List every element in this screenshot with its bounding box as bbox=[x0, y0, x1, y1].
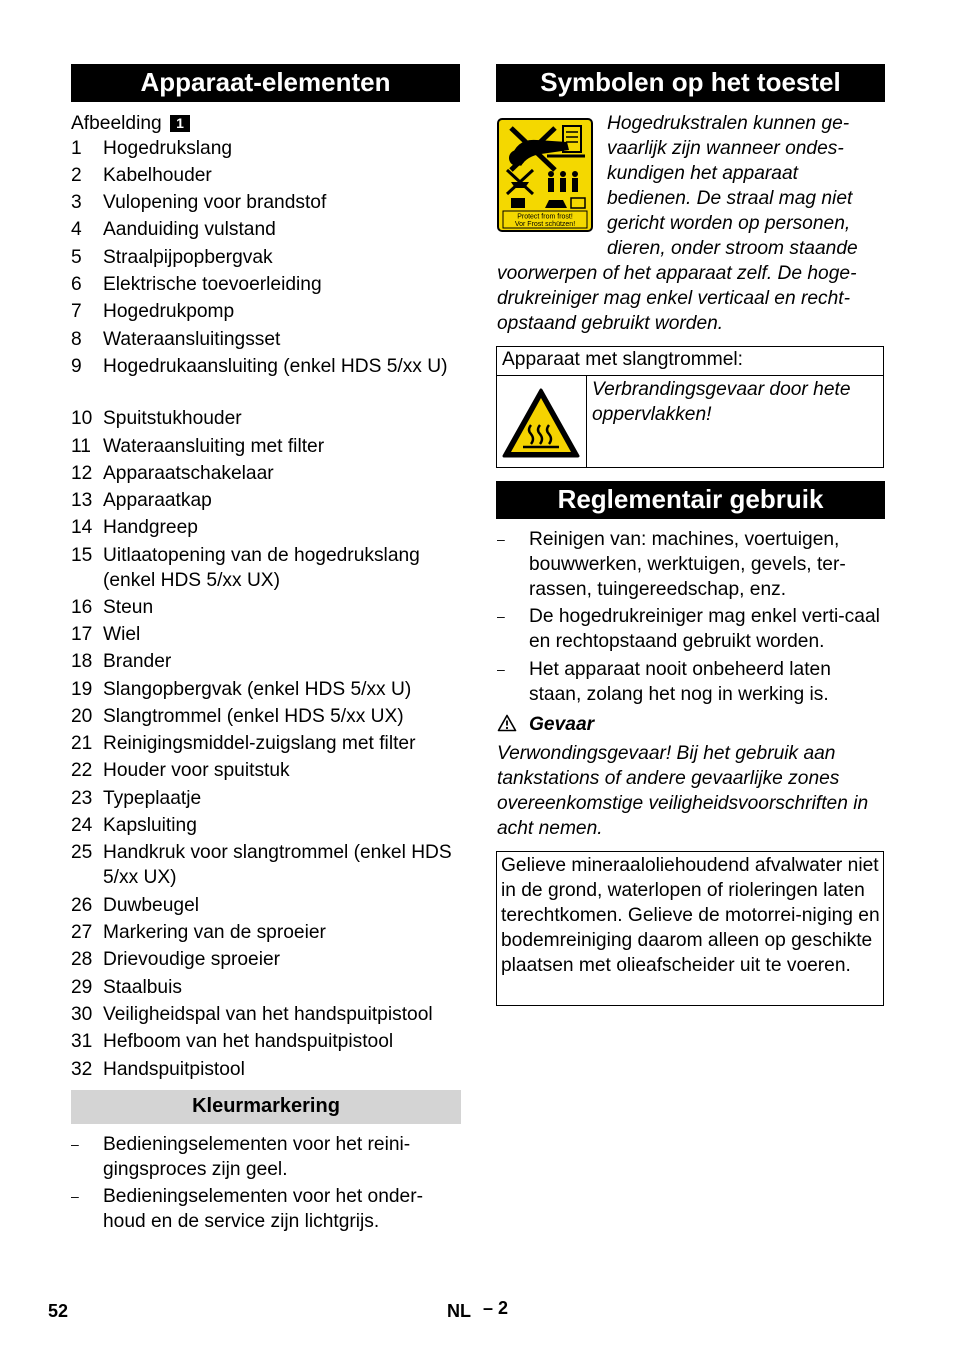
item-label: Hogedrukaansluiting (enkel HDS 5/xx U) bbox=[103, 356, 448, 377]
list-item bbox=[71, 704, 463, 729]
figure-reference bbox=[71, 111, 190, 136]
item-number: 1 bbox=[71, 138, 82, 159]
list-item bbox=[497, 604, 887, 654]
dash-bullet: – bbox=[497, 661, 505, 677]
section-page: – 2 bbox=[483, 1298, 509, 1318]
item-number: 30 bbox=[71, 1004, 93, 1025]
list-item bbox=[71, 327, 463, 352]
item-number: 13 bbox=[71, 490, 93, 511]
item-number: 24 bbox=[71, 815, 93, 836]
item-number: 11 bbox=[71, 436, 91, 457]
item-number: 7 bbox=[71, 301, 82, 322]
item-number: 22 bbox=[71, 760, 93, 781]
list-item bbox=[71, 920, 463, 945]
list-item bbox=[71, 786, 463, 811]
item-number: 12 bbox=[71, 463, 93, 484]
section-header-reglementair-gebruik: Reglementair gebruik bbox=[496, 481, 885, 519]
dash-bullet: – bbox=[497, 608, 505, 624]
symbol-table bbox=[496, 346, 884, 468]
list-item bbox=[71, 649, 463, 674]
list-item bbox=[71, 245, 463, 270]
list-item bbox=[71, 406, 463, 431]
item-label: Brander bbox=[103, 651, 172, 672]
list-item bbox=[71, 758, 463, 783]
item-number: 23 bbox=[71, 788, 93, 809]
list-item bbox=[71, 622, 463, 647]
item-number: 17 bbox=[71, 624, 93, 645]
warning-text: Hogedrukstralen kunnen ge-vaarlijk zijn wanneer ondes-kundigen het apparaat bedienen. De straal mag niet gericht worden op personen, dieren, onder stroom staande voorwerpen of het apparaat zelf. De hoge-drukreiniger mag enkel verticaal en recht-opstaand gebruikt worden. bbox=[497, 113, 858, 334]
list-item bbox=[71, 677, 463, 702]
sticker-text-en: Protect from frost! bbox=[517, 213, 573, 221]
item-label: Handgreep bbox=[103, 517, 198, 538]
item-label: Wiel bbox=[103, 624, 141, 645]
item-label: Straalpijpopbergvak bbox=[103, 247, 273, 268]
list-item bbox=[71, 1029, 463, 1054]
item-label: Uitlaatopening van de hogedrukslang (enkel HDS 5/xx UX) bbox=[103, 545, 420, 591]
list-item bbox=[71, 813, 463, 838]
use-item-text: De hogedrukreiniger mag enkel verti-caal en rechtopstaand gebruikt worden. bbox=[529, 606, 880, 652]
list-item bbox=[71, 1132, 463, 1182]
list-item bbox=[71, 488, 463, 513]
list-item bbox=[71, 1057, 463, 1082]
list-item bbox=[71, 515, 463, 540]
list-item bbox=[497, 657, 887, 707]
item-number: 6 bbox=[71, 274, 82, 295]
danger-label: Gevaar bbox=[529, 714, 595, 735]
hot-surface-warning-icon bbox=[501, 387, 581, 459]
item-label: Aanduiding vulstand bbox=[103, 219, 276, 240]
list-item bbox=[71, 1002, 463, 1027]
high-pressure-warning-paragraph bbox=[497, 111, 887, 336]
list-item bbox=[71, 840, 463, 890]
item-label: Wateraansluitingsset bbox=[103, 329, 281, 350]
item-label: Hogedrukslang bbox=[103, 138, 233, 159]
use-item-text: Reinigen van: machines, voertuigen, bouwwerken, werktuigen, gevels, ter-rassen, tuingereedschap, enz. bbox=[529, 529, 846, 600]
item-number: 25 bbox=[71, 842, 93, 863]
notice-text: Gelieve mineraaloliehoudend afvalwater niet in de grond, waterlopen of rioleringen laten terechtkomen. Gelieve de motorrei-niging en bodemreiniging daarom alleen op geschikte plaatsen met olieafscheider uit te voeren. bbox=[501, 855, 880, 976]
item-label: Slangopbergvak (enkel HDS 5/xx U) bbox=[103, 679, 412, 700]
item-label: Drievoudige sproeier bbox=[103, 949, 281, 970]
item-number: 9 bbox=[71, 356, 82, 377]
sticker-text-de: Vor Frost schützen! bbox=[514, 221, 576, 228]
item-number: 16 bbox=[71, 597, 93, 618]
list-item bbox=[71, 595, 463, 620]
item-number: 18 bbox=[71, 651, 93, 672]
list-item bbox=[71, 272, 463, 297]
item-number: 5 bbox=[71, 247, 82, 268]
subheader-kleurmarkering: Kleurmarkering bbox=[71, 1090, 461, 1124]
item-number: 20 bbox=[71, 706, 93, 727]
section-header-apparaat-elementen: Apparaat-elementen bbox=[71, 64, 460, 102]
item-number: 27 bbox=[71, 922, 93, 943]
item-number: 29 bbox=[71, 977, 93, 998]
language-code: NL bbox=[447, 1301, 471, 1321]
dash-bullet: – bbox=[71, 1188, 79, 1204]
warning-triangle-icon bbox=[497, 714, 519, 739]
list-item bbox=[71, 136, 463, 161]
item-label: Slangtrommel (enkel HDS 5/xx UX) bbox=[103, 706, 404, 727]
item-label: Hogedrukpomp bbox=[103, 301, 235, 322]
list-item bbox=[71, 299, 463, 324]
list-item bbox=[71, 947, 463, 972]
item-number: 21 bbox=[71, 733, 93, 754]
list-item bbox=[71, 217, 463, 242]
item-number: 8 bbox=[71, 329, 82, 350]
item-label: Apparaatschakelaar bbox=[103, 463, 274, 484]
item-label: Steun bbox=[103, 597, 154, 618]
item-label: Kapsluiting bbox=[103, 815, 197, 836]
item-number: 10 bbox=[71, 408, 93, 429]
item-label: Handkruk voor slangtrommel (enkel HDS 5/xx UX) bbox=[103, 842, 452, 888]
item-number: 19 bbox=[71, 679, 93, 700]
item-number: 26 bbox=[71, 895, 93, 916]
list-item bbox=[71, 975, 463, 1000]
item-label: Reinigingsmiddel-zuigslang met filter bbox=[103, 733, 416, 754]
item-number: 31 bbox=[71, 1031, 93, 1052]
color-item-text: Bedieningselementen voor het onder-houd en de service zijn lichtgrijs. bbox=[103, 1186, 424, 1232]
danger-heading bbox=[497, 712, 594, 737]
dash-bullet: – bbox=[71, 1136, 79, 1152]
item-label: Typeplaatje bbox=[103, 788, 202, 809]
item-number: 3 bbox=[71, 192, 82, 213]
environment-notice-box bbox=[496, 851, 884, 1006]
item-number: 32 bbox=[71, 1059, 93, 1080]
table-text: Verbrandingsgevaar door hete oppervlakken! bbox=[592, 379, 851, 425]
color-item-text: Bedieningselementen voor het reini-gingsproces zijn geel. bbox=[103, 1134, 411, 1180]
item-number: 15 bbox=[71, 545, 93, 566]
list-item bbox=[71, 1184, 463, 1234]
item-number: 4 bbox=[71, 219, 82, 240]
dash-bullet: – bbox=[497, 531, 505, 547]
danger-text: Verwondingsgevaar! Bij het gebruik aan tankstations of andere gevaarlijke zones overeenkomstige veiligheidsvoorschriften in acht nemen. bbox=[497, 743, 869, 839]
table-divider bbox=[586, 376, 587, 467]
item-label: Veiligheidspal van het handspuitpistool bbox=[103, 1004, 433, 1025]
item-label: Hefboom van het handspuitpistool bbox=[103, 1031, 394, 1052]
item-label: Elektrische toevoerleiding bbox=[103, 274, 322, 295]
item-number: 14 bbox=[71, 517, 93, 538]
figure-number-badge: 1 bbox=[170, 115, 190, 132]
item-label: Houder voor spuitstuk bbox=[103, 760, 290, 781]
list-item bbox=[71, 893, 463, 918]
item-label: Wateraansluiting met filter bbox=[103, 436, 325, 457]
item-label: Duwbeugel bbox=[103, 895, 200, 916]
section-header-symbolen: Symbolen op het toestel bbox=[496, 64, 885, 102]
item-label: Apparaatkap bbox=[103, 490, 212, 511]
item-label: Markering van de sproeier bbox=[103, 922, 326, 943]
item-number: 2 bbox=[71, 165, 82, 186]
item-label: Kabelhouder bbox=[103, 165, 212, 186]
list-item bbox=[71, 731, 463, 756]
list-item bbox=[71, 434, 463, 459]
list-item bbox=[71, 354, 463, 404]
page-number: 52 bbox=[48, 1301, 69, 1321]
item-label: Spuitstukhouder bbox=[103, 408, 242, 429]
item-label: Vulopening voor brandstof bbox=[103, 192, 327, 213]
item-number: 28 bbox=[71, 949, 93, 970]
list-item bbox=[71, 190, 463, 215]
list-item bbox=[71, 543, 463, 593]
item-label: Staalbuis bbox=[103, 977, 182, 998]
list-item bbox=[71, 461, 463, 486]
list-item bbox=[71, 163, 463, 188]
table-header: Apparaat met slangtrommel: bbox=[497, 347, 883, 376]
list-item bbox=[497, 527, 887, 602]
use-item-text: Het apparaat nooit onbeheerd laten staan, zolang het nog in werking is. bbox=[529, 659, 831, 705]
item-label: Handspuitpistool bbox=[103, 1059, 245, 1080]
figure-reference-label: Afbeelding bbox=[71, 113, 162, 134]
